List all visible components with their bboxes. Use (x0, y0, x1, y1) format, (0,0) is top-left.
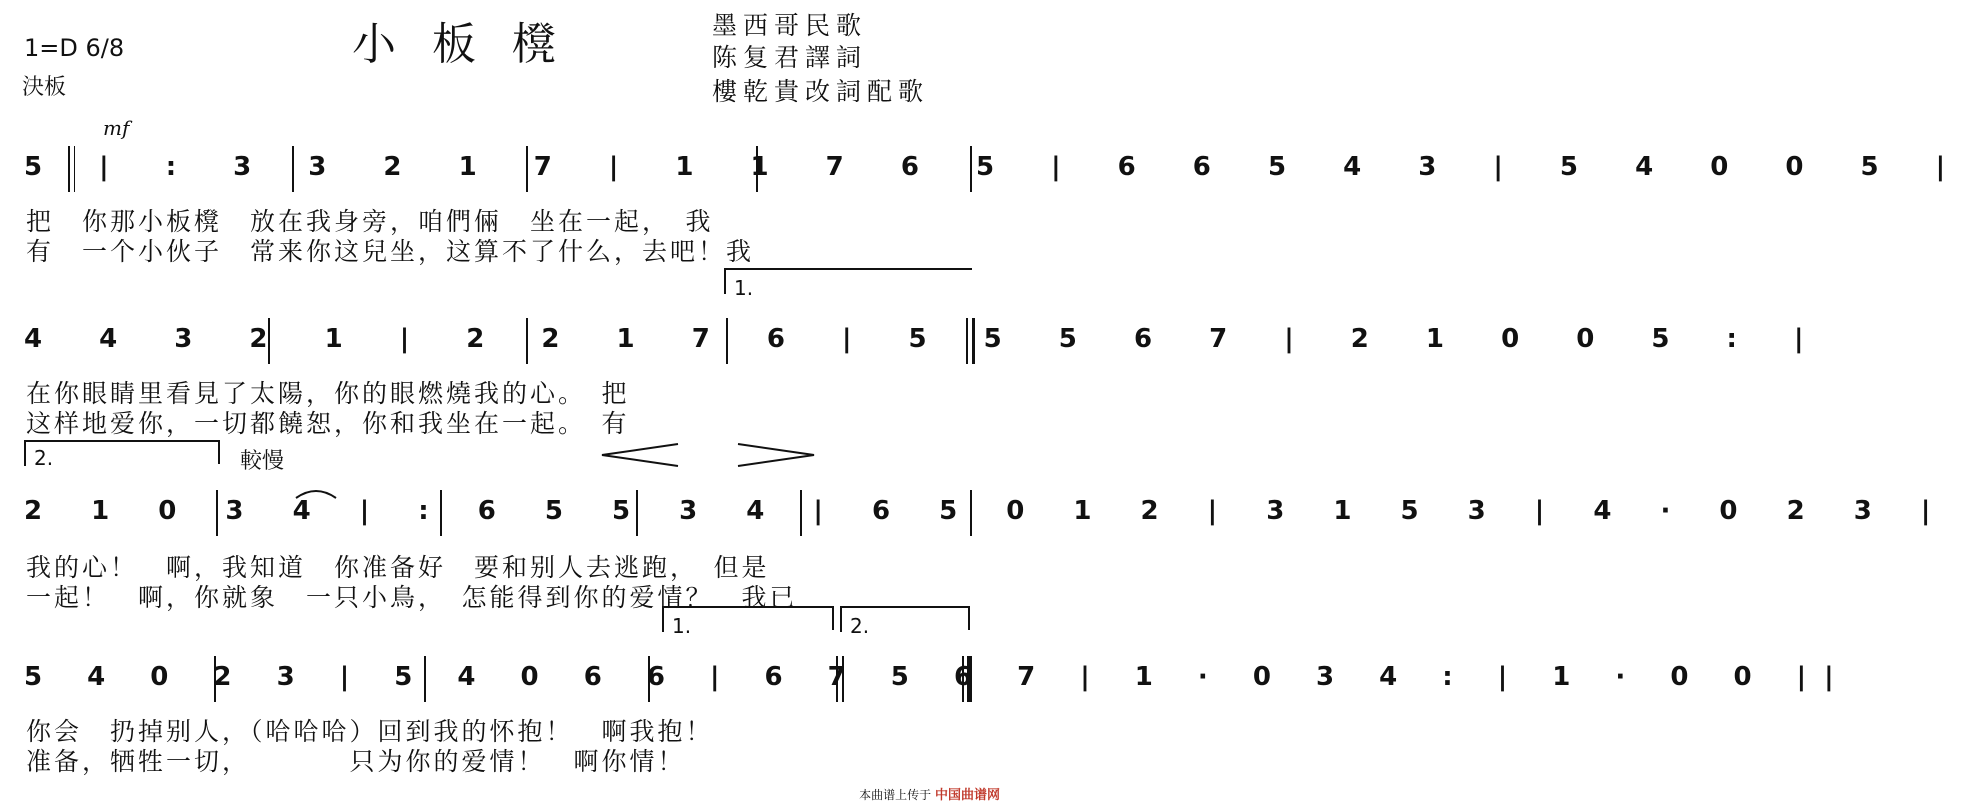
credit-arranger: 樓乾貴改詞配歌 (712, 77, 930, 106)
volta-end (968, 606, 970, 630)
lyrics-line-1-verse-2: 有 一个小伙子 常来你这兒坐，这算不了什么，去吧！我 (26, 237, 755, 266)
volta-end (832, 606, 834, 630)
notes-line-1: 5 | : 3 3 2 1 7 | 1 1 7 6 5 | 6 6 5 4 3 | 5 4 0 0 5 | (24, 152, 1969, 182)
volta-end (218, 440, 220, 464)
lyrics-line-3-verse-2: 一起！ 啊，你就象 一只小鳥， 怎能得到你的爱情？ 我已 (26, 583, 798, 612)
crescendo-decrescendo-icon (598, 440, 818, 470)
lyrics-line-4-verse-2: 准备，牺牲一切， 只为你的爱情！ 啊你情！ (26, 747, 686, 776)
footer-brand: 中国曲谱网 (934, 788, 1000, 803)
footer-watermark (859, 784, 1000, 803)
credit-translator: 陈复君譯詞 (712, 43, 868, 72)
slow-mark: 較慢 (240, 449, 285, 474)
lyrics-line-3-verse-1: 我的心！ 啊，我知道 你准备好 要和别人去逃跑， 但是 (26, 553, 770, 582)
volta-bracket-2 (24, 440, 220, 466)
lyrics-line-2-verse-2: 这样地爱你，一切都饒恕，你和我坐在一起。 有 (26, 409, 630, 438)
notes-line-4: 5 4 0 2 3 | 5 4 0 6 6 | 6 7 5 6 7 | 1 · 0 3 4 : | 1 · 0 0 || (24, 662, 1852, 692)
song-title: 小板櫈 (352, 19, 592, 70)
notation-line-3 (0, 484, 1951, 544)
lyrics-line-4-verse-1: 你会 扔掉别人，（哈哈哈）回到我的怀抱！ 啊我抱！ (26, 717, 714, 746)
notation-line-4 (0, 650, 1852, 710)
key-signature: 1=D 6/8 (24, 34, 125, 62)
volta-label: 2. (850, 614, 870, 638)
notation-line-1 (0, 140, 1969, 200)
volta-label: 2. (34, 446, 54, 470)
footer-prefix: 本曲谱上传于 (859, 788, 932, 802)
credit-origin: 墨西哥民歌 (712, 11, 868, 40)
notes-line-2: 4 4 3 2 1 | 2 2 1 7 6 | 5 5 5 6 7 | 2 1 0 0 5 : | (24, 324, 1828, 354)
volta-bracket-1 (724, 268, 972, 294)
lyrics-line-2-verse-1: 在你眼睛里看見了太陽，你的眼燃燒我的心。 把 (26, 379, 630, 408)
volta-label: 1. (734, 276, 754, 300)
lyrics-line-1-verse-1: 把 你那小板櫈 放在我身旁，咱們倆 坐在一起， 我 (26, 207, 714, 236)
volta-label: 1. (672, 614, 692, 638)
tie-icon (292, 484, 340, 500)
tempo-mark: 決板 (22, 75, 67, 100)
notation-line-2 (0, 312, 1828, 372)
dynamic-mark: mf (103, 116, 130, 140)
notes-line-3: 2 1 0 3 4 | : 6 5 5 3 4 | 6 5 0 1 2 | 3 1 5 3 | 4 · 0 2 3 | (24, 496, 1951, 526)
